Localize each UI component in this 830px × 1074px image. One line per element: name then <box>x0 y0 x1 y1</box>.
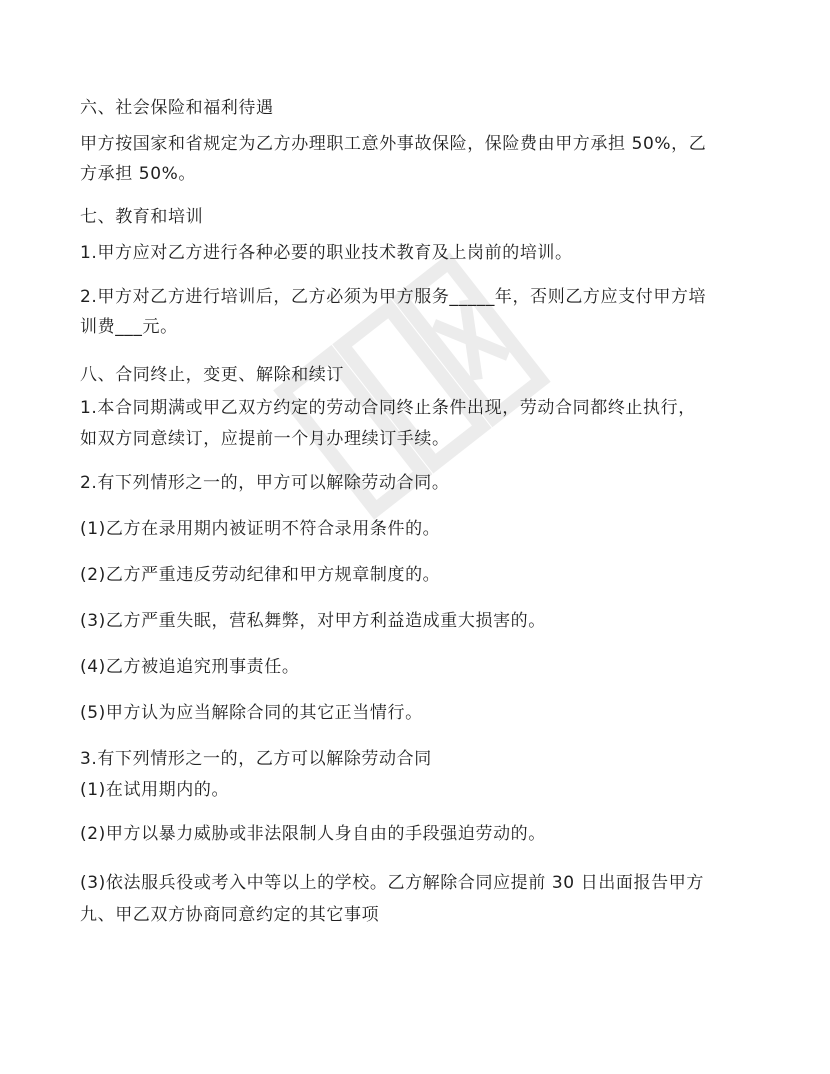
section7-item2-line1: 2.甲方对乙方进行培训后，乙方必须为甲方服务_____年，否则乙方应支付甲方培 <box>80 287 707 307</box>
section8-item1-line2: 如双方同意续订，应提前一个月办理续订手续。 <box>80 429 450 449</box>
section6-body-line1: 甲方按国家和省规定为乙方办理职工意外事故保险，保险费由甲方承担 50%，乙 <box>80 134 707 154</box>
section8-item3-sub3: (3)依法服兵役或考入中等以上的学校。乙方解除合同应提前 30 日出面报告甲方 <box>80 873 704 893</box>
section8-item2-sub4: (4)乙方被追追究刑事责任。 <box>80 657 300 677</box>
section8-item2-sub1: (1)乙方在录用期内被证明不符合录用条件的。 <box>80 519 441 539</box>
section8-item3-sub1: (1)在试用期内的。 <box>80 780 230 800</box>
section7-item1: 1.甲方应对乙方进行各种必要的职业技术教育及上岗前的培训。 <box>80 243 573 263</box>
section6-body-line2: 方承担 50%。 <box>80 164 196 184</box>
section8-item2-sub5: (5)甲方认为应当解除合同的其它正当情行。 <box>80 703 423 723</box>
section8-heading: 八、合同终止，变更、解除和续订 <box>80 365 344 385</box>
section8-item2-sub2: (2)乙方严重违反劳动纪律和甲方规章制度的。 <box>80 565 441 585</box>
section9-heading: 九、甲乙双方协商同意约定的其它事项 <box>80 905 380 925</box>
section8-item1-line1: 1.本合同期满或甲乙双方约定的劳动合同终止条件出现，劳动合同都终止执行， <box>80 398 696 418</box>
section7-heading: 七、教育和培训 <box>80 207 204 227</box>
section8-item3-sub2: (2)甲方以暴力威胁或非法限制人身自由的手段强迫劳动的。 <box>80 824 546 844</box>
section6-heading: 六、社会保险和福利待遇 <box>80 98 274 118</box>
section8-item2-sub3: (3)乙方严重失眠，营私舞弊，对甲方利益造成重大损害的。 <box>80 611 546 631</box>
section8-item2: 2.有下列情形之一的，甲方可以解除劳动合同。 <box>80 473 450 493</box>
section7-item2-line2: 训费___元。 <box>80 317 178 337</box>
section8-item3: 3.有下列情形之一的，乙方可以解除劳动合同 <box>80 749 432 769</box>
